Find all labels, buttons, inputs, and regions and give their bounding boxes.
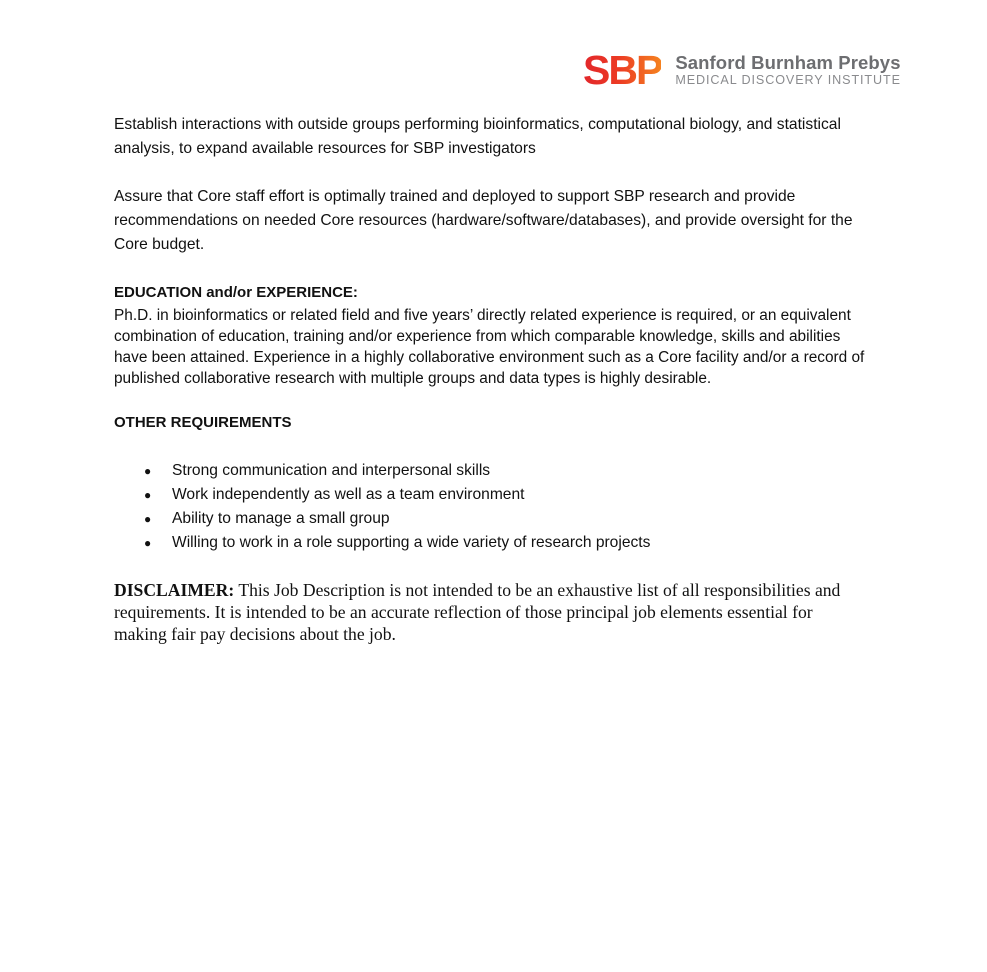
disclaimer-text: This Job Description is not intended to be an exhaustive list of all responsibilities and requirements. It is intended to be an accurate reflection of those principal job elements essential for making fair pay decisions about the job. — [114, 580, 841, 644]
logo-mark: SBP — [583, 47, 662, 93]
disclaimer-label: DISCLAIMER: — [114, 580, 235, 600]
requirement-text: Willing to work in a role supporting a wide variety of research projects — [172, 534, 651, 551]
bullet-icon: ● — [144, 512, 152, 526]
list-item — [114, 483, 874, 507]
list-item — [114, 507, 874, 531]
institute-logo — [583, 47, 901, 93]
requirement-text: Strong communication and interpersonal skills — [172, 462, 491, 479]
education-heading: EDUCATION and/or EXPERIENCE: — [114, 284, 358, 301]
requirement-text: Ability to manage a small group — [172, 510, 390, 527]
logo-text — [675, 53, 901, 88]
bullet-icon: ● — [144, 536, 152, 550]
requirement-text: Work independently as well as a team environment — [172, 486, 525, 503]
education-text: Ph.D. in bioinformatics or related field and five years’ directly related experience is required, or an equivalent combination of education, training and/or experience from which comparable knowledge, skills and abilities have been attained. Experience in a highly collaborative environment such as a Core facility and/or a record of published collaborative research with multiple groups and data types is highly desirable. — [114, 307, 865, 387]
other-requirements-heading: OTHER REQUIREMENTS — [114, 414, 292, 431]
bullet-icon: ● — [144, 464, 152, 478]
list-item — [114, 459, 874, 483]
logo-subtitle: MEDICAL DISCOVERY INSTITUTE — [675, 72, 901, 87]
list-item — [114, 531, 874, 555]
paragraph-interactions: Establish interactions with outside groups performing bioinformatics, computational biology, and statistical analysis, to expand available resources for SBP investigators — [114, 116, 841, 157]
disclaimer — [114, 579, 859, 645]
document-body — [114, 113, 874, 663]
requirements-list — [114, 459, 874, 555]
paragraph-core-staff: Assure that Core staff effort is optimally trained and deployed to support SBP research and provide recommendations on needed Core resources (hardware/software/databases), and provide oversight for the Core budget. — [114, 188, 853, 253]
logo-name: Sanford Burnham Prebys — [675, 51, 901, 73]
bullet-icon: ● — [144, 488, 152, 502]
